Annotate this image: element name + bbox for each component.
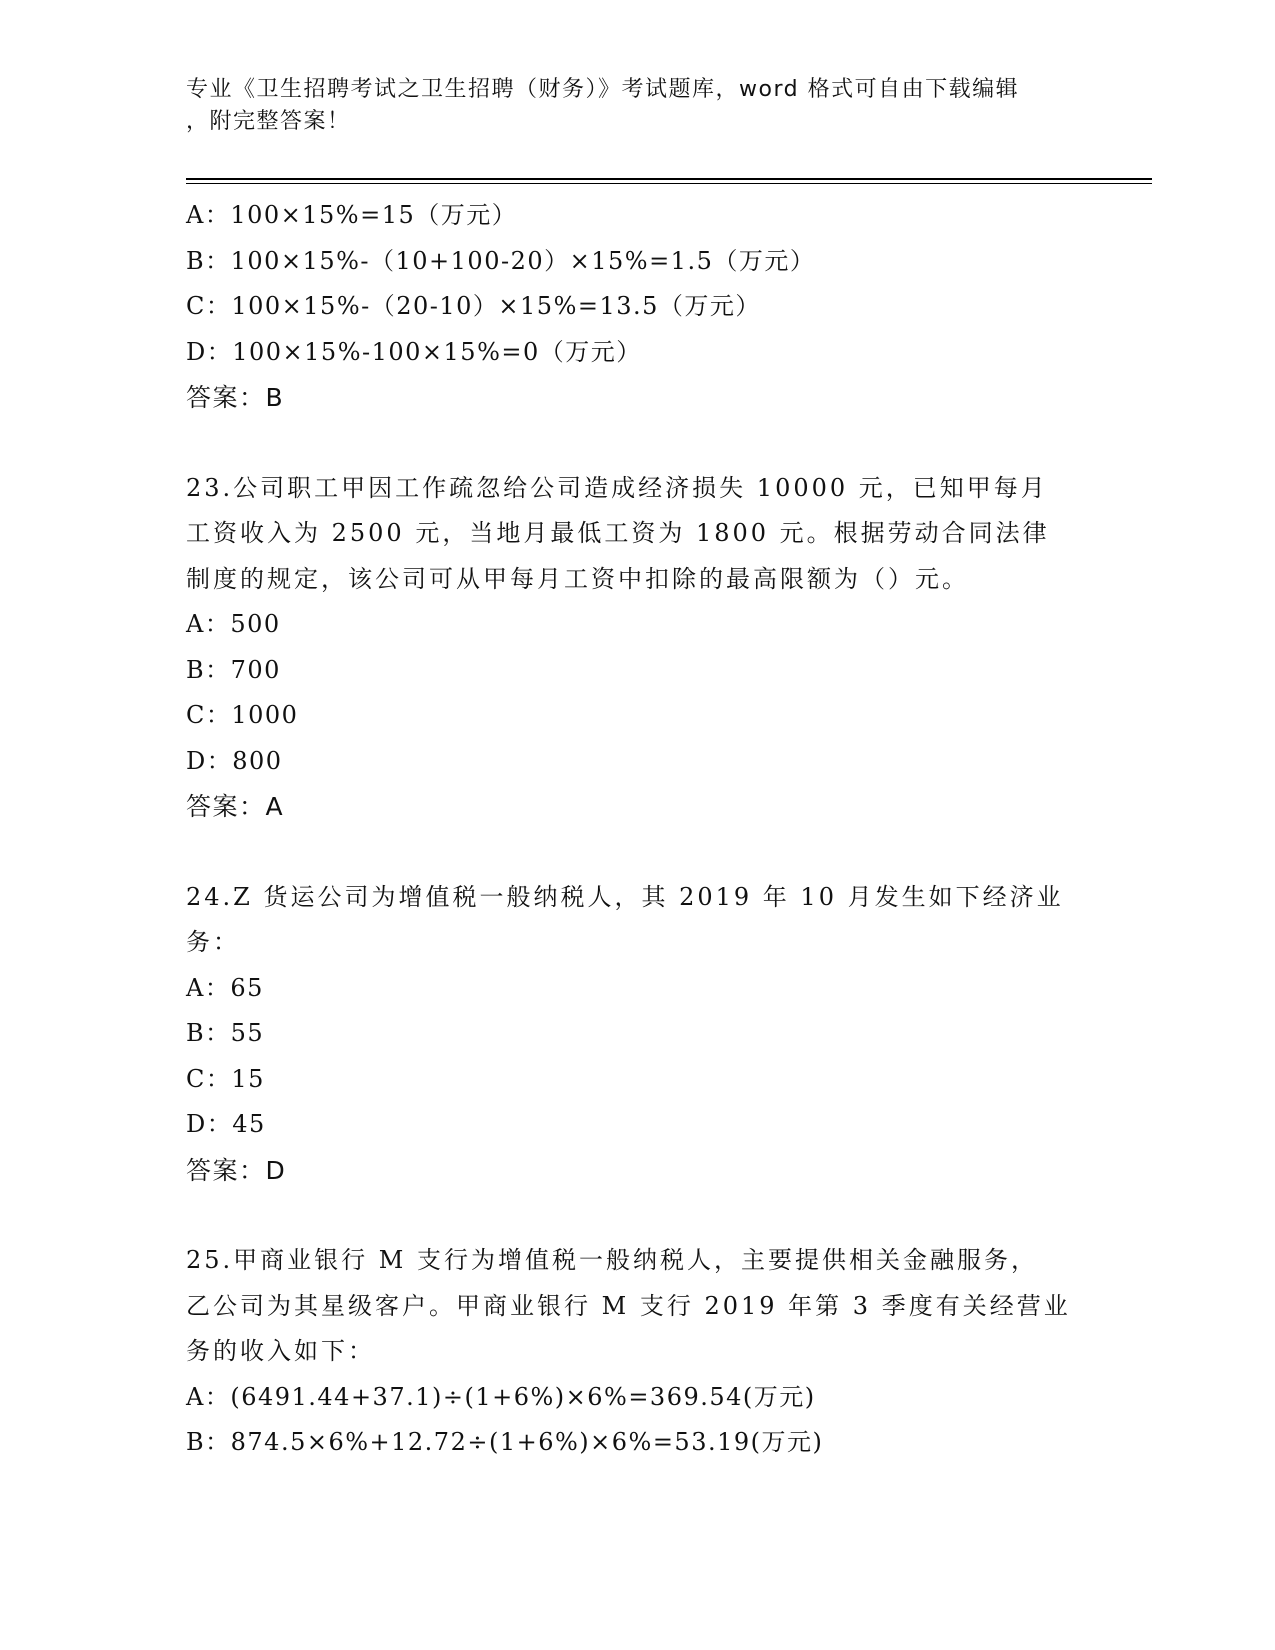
- option-b: B：874.5×6%+12.72÷(1+6%)×6%=53.19(万元): [186, 1428, 824, 1456]
- answer: 答案：B: [186, 383, 285, 412]
- option-b: B：700: [186, 655, 281, 684]
- question-stem-line: 制度的规定，该公司可从甲每月工资中扣除的最高限额为（）元。: [186, 564, 969, 593]
- question-stem-line: 务的收入如下：: [186, 1337, 375, 1365]
- question-stem-line: 务：: [186, 928, 240, 956]
- option-d: D：45: [186, 1110, 266, 1138]
- option-b: B：55: [186, 1019, 265, 1047]
- question-25: [186, 1238, 1086, 1466]
- option-c: C：15: [186, 1064, 265, 1093]
- option-d: D：800: [186, 746, 283, 775]
- spacer: [186, 1193, 1086, 1238]
- option-a: A：100×15%=15（万元）: [186, 201, 518, 229]
- question-22: [186, 193, 1086, 421]
- question-stem-line: 25.甲商业银行 M 支行为增值税一般纳税人，主要提供相关金融服务，: [186, 1246, 1038, 1274]
- answer: 答案：A: [186, 792, 285, 821]
- question-stem-line: 23.公司职工甲因工作疏忽给公司造成经济损失 10000 元，已知甲每月: [186, 473, 1048, 502]
- question-stem-line: 工资收入为 2500 元，当地月最低工资为 1800 元。根据劳动合同法律: [186, 519, 1050, 547]
- option-c: C：100×15%-（20-10）×15%=13.5（万元）: [186, 292, 761, 320]
- option-a: A：(6491.44+37.1)÷(1+6%)×6%=369.54(万元): [186, 1382, 816, 1411]
- option-d: D：100×15%-100×15%=0（万元）: [186, 337, 642, 366]
- document-header: [186, 74, 1066, 138]
- question-list: [186, 193, 1086, 1466]
- header-rule-thin: [186, 183, 1152, 184]
- spacer: [186, 830, 1086, 875]
- option-c: C：1000: [186, 701, 299, 729]
- header-rule-thick: [186, 178, 1152, 180]
- question-24: [186, 875, 1086, 1194]
- option-b: B：100×15%-（10+100-20）×15%=1.5（万元）: [186, 246, 816, 275]
- answer: 答案：D: [186, 1155, 287, 1185]
- question-23: [186, 466, 1086, 830]
- spacer: [186, 421, 1086, 466]
- header-line-2: ，附完整答案！: [186, 109, 351, 134]
- option-a: A：65: [186, 973, 264, 1002]
- header-line-1: 专业《卫生招聘考试之卫生招聘（财务）》考试题库，word 格式可自由下载编辑: [186, 77, 1020, 102]
- question-stem-line: 24.Z 货运公司为增值税一般纳税人，其 2019 年 10 月发生如下经济业: [186, 882, 1064, 911]
- option-a: A：500: [186, 610, 281, 638]
- question-stem-line: 乙公司为其星级客户。甲商业银行 M 支行 2019 年第 3 季度有关经营业: [186, 1291, 1071, 1320]
